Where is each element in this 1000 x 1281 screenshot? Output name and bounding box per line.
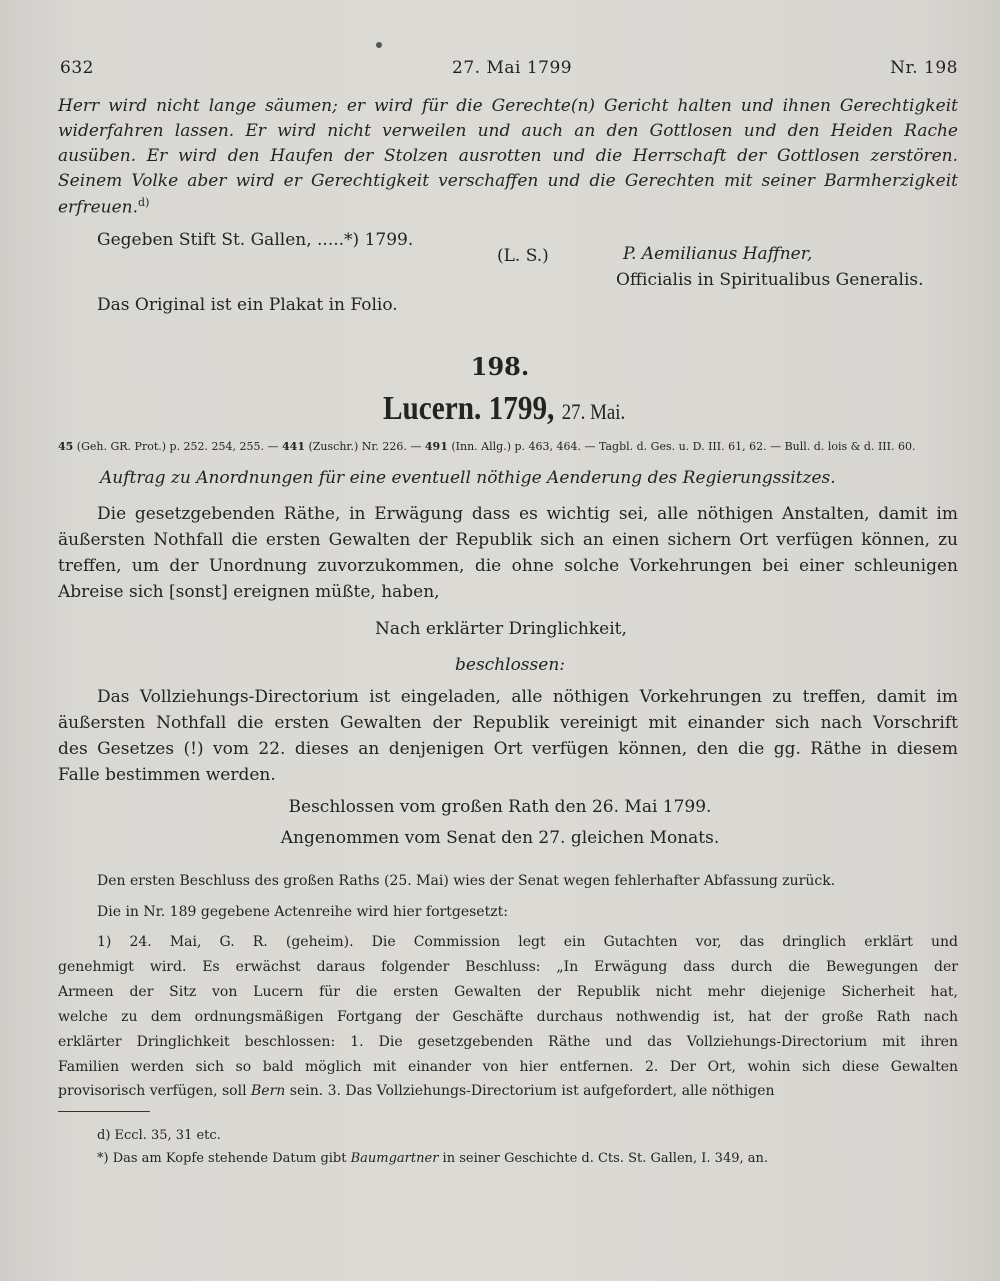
seal: (L. S.) <box>497 246 549 266</box>
text-line: äußersten Nothfall die ersten Gewalten der Republik sich an einen sichern Ort verfügen können, zu <box>58 530 958 550</box>
author-name: Baumgartner <box>350 1151 439 1166</box>
text-line <box>58 196 149 218</box>
note-line: Armeen der Sitz von Lucern für die ersten Gewalten der Republik nicht mehr diejenige Sicherheit hat, <box>58 984 958 1000</box>
ref-text: (Zuschr.) Nr. 226. — <box>305 440 425 453</box>
original-note: Das Original ist ein Plakat in Folio. <box>97 295 398 315</box>
urgency-line: Nach erklärter Dringlichkeit, <box>375 619 627 639</box>
text-line: Das Vollziehungs-Directorium ist eingeladen, alle nöthigen Vorkehrungen zu treffen, damit im <box>97 687 958 707</box>
text-line: Die gesetzgebenden Räthe, in Erwägung dass es wichtig sei, alle nöthigen Anstalten, damit im <box>97 504 958 524</box>
resolved-line: beschlossen: <box>455 655 565 675</box>
ref-number: 491 <box>424 440 448 453</box>
note-line: erklärter Dringlichkeit beschlossen: 1. Die gesetzgebenden Räthe und das Vollziehungs-Directorium mit ihren <box>58 1034 958 1050</box>
footnote-mark: d) <box>138 196 150 209</box>
closing-line: Angenommen vom Senat den 27. gleichen Monats. <box>280 828 720 848</box>
title-date: 27. Mai. <box>561 399 626 424</box>
place-name: Bern <box>251 1083 286 1099</box>
ref-number: 441 <box>282 440 305 453</box>
ink-dot <box>376 42 382 48</box>
footnote-segment: in seiner Geschichte d. Cts. St. Gallen, I. 349, an. <box>438 1151 769 1166</box>
signer: P. Aemilianus Haffner, <box>623 244 813 264</box>
ref-text: (Inn. Allg.) p. 463, 464. — Tagbl. d. Ges. u. D. III. 61, 62. — Bull. d. lois & d. III. 60. <box>447 440 916 453</box>
text-line: Falle bestimmen werden. <box>58 765 276 785</box>
page-number: 632 <box>60 58 94 78</box>
note-line <box>58 1083 775 1099</box>
header-date: 27. Mai 1799 <box>452 58 573 78</box>
text-line: widerfahren lassen. Er wird nicht verweilen und auch an den Gottlosen und den Heiden Rache <box>58 121 958 141</box>
text-line: des Gesetzes (!) vom 22. dieses an denjenigen Ort verfügen können, den die gg. Räthe in diesem <box>58 739 958 759</box>
text-line: ausüben. Er wird den Haufen der Stolzen ausrotten und die Herrschaft der Gottlosen zerstören. <box>58 146 958 166</box>
section-number: 198. <box>470 352 530 381</box>
note-line: welche zu dem ordnungsmäßigen Fortgang der Geschäfte durchaus nothwendig ist, hat der große Rath nach <box>58 1009 958 1025</box>
ref-number: 45 <box>58 440 74 453</box>
footnote: d) Eccl. 35, 31 etc. <box>97 1128 221 1143</box>
section-title <box>383 390 625 428</box>
title-place-year: Lucern. 1799, <box>383 390 555 427</box>
document-number: Nr. 198 <box>890 58 958 78</box>
text-line: äußersten Nothfall die ersten Gewalten der Republik vereinigt mit einander sich nach Vorschrift <box>58 713 958 733</box>
note-line: Die in Nr. 189 gegebene Actenreihe wird hier fortgesetzt: <box>97 904 508 920</box>
signer-title: Officialis in Spiritualibus Generalis. <box>616 270 924 290</box>
text-segment: erfreuen. <box>58 197 139 218</box>
footnote-segment: *) Das am Kopfe stehende Datum gibt <box>97 1151 351 1166</box>
footnote <box>97 1151 768 1166</box>
note-line: Familien werden sich so bald möglich mit einander von hier entfernen. 2. Der Ort, wohin sich diese Gewalten <box>58 1059 958 1075</box>
ref-text: (Geh. GR. Prot.) p. 252. 254, 255. — <box>73 440 283 453</box>
text-line: Abreise sich [sonst] ereignen müßte, haben, <box>58 582 440 602</box>
subject-line: Auftrag zu Anordnungen für eine eventuell nöthige Aenderung des Regierungssitzes. <box>100 468 836 488</box>
note-segment: provisorisch verfügen, soll <box>58 1083 247 1099</box>
text-line: Seinem Volke aber wird er Gerechtigkeit verschaffen und die Gerechten mit seiner Barmherzigkeit <box>58 171 958 191</box>
closing-line: Beschlossen vom großen Rath den 26. Mai 1799. <box>288 797 712 817</box>
note-line: Den ersten Beschluss des großen Raths (25. Mai) wies der Senat wegen fehlerhafter Abfassung zurück. <box>97 873 836 889</box>
note-line: 1) 24. Mai, G. R. (geheim). Die Commission legt ein Gutachten vor, das dringlich erklärt und <box>97 934 958 950</box>
note-line: genehmigt wird. Es erwächst daraus folgender Beschluss: „In Erwägung dass durch die Bewegungen der <box>58 959 958 975</box>
text-line: treffen, um der Unordnung zuvorzukommen, die ohne solche Vorkehrungen bei einer schleunigen <box>58 556 958 576</box>
footnote-rule <box>58 1111 150 1112</box>
note-segment: sein. 3. Das Vollziehungs-Directorium ist aufgefordert, alle nöthigen <box>285 1083 775 1099</box>
given-line: Gegeben Stift St. Gallen, .....*) 1799. <box>97 230 414 250</box>
archive-references <box>58 440 915 453</box>
text-line: Herr wird nicht lange säumen; er wird für die Gerechte(n) Gericht halten und ihnen Gerechtigkeit <box>58 96 958 116</box>
